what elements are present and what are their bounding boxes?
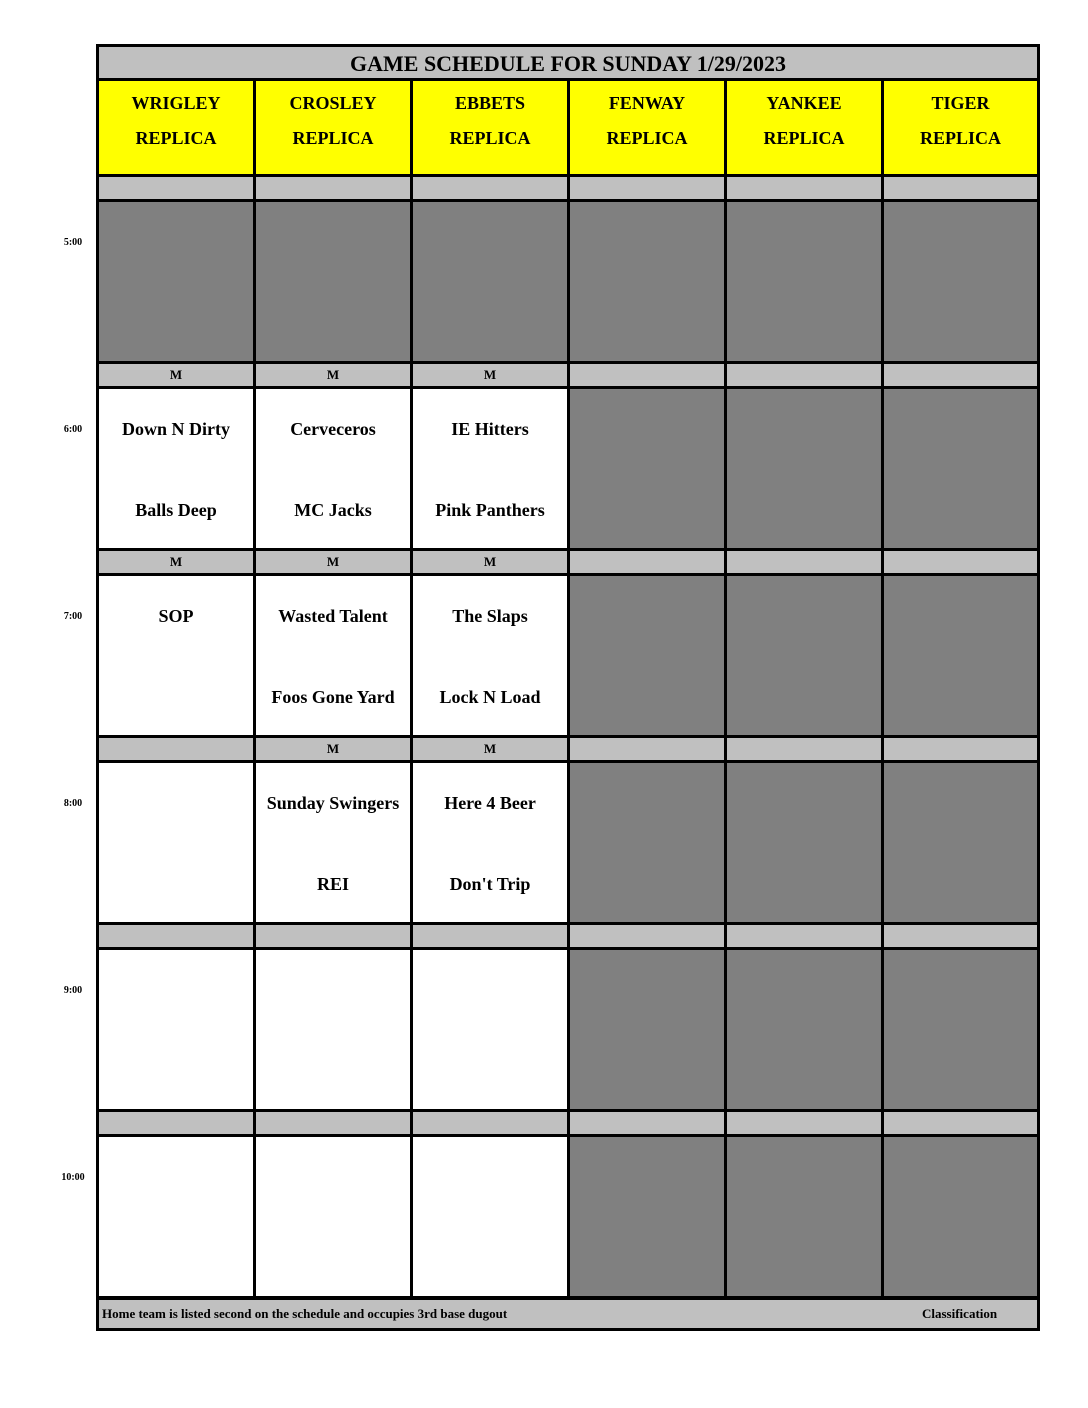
game-cell (256, 763, 413, 925)
class-separator-row (99, 364, 1037, 389)
field-name: TIGER (931, 93, 990, 113)
game-cell (570, 576, 727, 738)
time-label: 6:00 (63, 424, 83, 435)
classification-cell (570, 1112, 727, 1137)
classification-cell (570, 177, 727, 202)
classification-cell (884, 925, 1037, 950)
footer-note: Home team is listed second on the schedule and occupies 3rd base dugout (102, 1306, 508, 1321)
time-label: 9:00 (63, 985, 83, 996)
game-cell (570, 950, 727, 1112)
game-cell (570, 763, 727, 925)
field-header-wrigley (99, 81, 256, 177)
field-header-row (99, 81, 1037, 177)
game-cell (570, 389, 727, 551)
time-label: 5:00 (63, 237, 83, 248)
game-cell (413, 950, 570, 1112)
game-cell (884, 763, 1037, 925)
game-cell (256, 576, 413, 738)
game-cell (99, 763, 256, 925)
field-header-tiger (884, 81, 1037, 177)
game-cell (727, 202, 884, 364)
time-label: 7:00 (63, 611, 83, 622)
home-team: Lock N Load (439, 687, 541, 707)
time-label: 10:00 (61, 1172, 85, 1183)
home-team: REI (316, 874, 349, 894)
classification-cell: M (256, 551, 413, 576)
game-cell (884, 202, 1037, 364)
game-cell (256, 1137, 413, 1299)
away-team: The Slaps (452, 606, 528, 626)
home-team: Balls Deep (135, 500, 217, 520)
classification-cell (570, 925, 727, 950)
classification-cell: M (256, 364, 413, 389)
class-separator-row (99, 925, 1037, 950)
field-name: YANKEE (766, 93, 842, 113)
classification-cell (570, 364, 727, 389)
classification-cell (99, 1112, 256, 1137)
classification-cell (727, 177, 884, 202)
home-team: Pink Panthers (435, 500, 545, 520)
field-name: EBBETS (454, 93, 526, 113)
away-team: Wasted Talent (278, 606, 388, 626)
time-slot-row (99, 763, 1037, 925)
field-name: CROSLEY (289, 93, 377, 113)
classification-cell: M (413, 551, 570, 576)
footer-classification: Classification (922, 1306, 998, 1321)
time-slot-row (99, 1137, 1037, 1299)
classification-cell: M (99, 551, 256, 576)
classification-cell (884, 177, 1037, 202)
classification-cell (884, 551, 1037, 576)
time-slot-row (99, 950, 1037, 1112)
field-subtitle: REPLICA (606, 128, 688, 148)
game-cell (413, 576, 570, 738)
field-header-ebbets (413, 81, 570, 177)
classification-cell (570, 551, 727, 576)
field-subtitle: REPLICA (449, 128, 531, 148)
game-cell (727, 389, 884, 551)
home-team: Foos Gone Yard (271, 687, 395, 707)
classification-cell (727, 1112, 884, 1137)
classification-cell: M (413, 738, 570, 763)
game-cell (884, 1137, 1037, 1299)
classification-cell (570, 738, 727, 763)
game-cell (727, 576, 884, 738)
classification-cell (99, 177, 256, 202)
game-cell (570, 202, 727, 364)
field-header-fenway (570, 81, 727, 177)
classification-cell: M (256, 738, 413, 763)
classification-cell (727, 551, 884, 576)
away-team: SOP (158, 606, 194, 626)
game-cell (727, 950, 884, 1112)
game-cell (256, 202, 413, 364)
game-cell (256, 389, 413, 551)
game-cell (99, 202, 256, 364)
game-cell (99, 1137, 256, 1299)
time-slot-row (99, 202, 1037, 364)
classification-cell (413, 177, 570, 202)
time-slot-row (99, 389, 1037, 551)
game-cell (99, 576, 256, 738)
away-team: Sunday Swingers (266, 793, 400, 813)
game-cell (413, 1137, 570, 1299)
field-subtitle: REPLICA (135, 128, 217, 148)
classification-cell (727, 925, 884, 950)
classification-cell (413, 925, 570, 950)
game-cell (884, 950, 1037, 1112)
classification-cell: M (99, 364, 256, 389)
classification-cell (884, 364, 1037, 389)
game-cell (727, 1137, 884, 1299)
game-cell (570, 1137, 727, 1299)
home-team: Don't Trip (449, 874, 531, 894)
field-name: WRIGLEY (131, 93, 221, 113)
field-header-yankee (727, 81, 884, 177)
field-subtitle: REPLICA (292, 128, 374, 148)
field-subtitle: REPLICA (919, 128, 1001, 148)
game-cell (413, 763, 570, 925)
game-cell (256, 950, 413, 1112)
class-separator-row (99, 177, 1037, 202)
game-cell (413, 389, 570, 551)
classification-cell (99, 738, 256, 763)
classification-cell: M (413, 364, 570, 389)
game-cell (413, 202, 570, 364)
classification-cell (99, 925, 256, 950)
time-slot-row (99, 576, 1037, 738)
classification-cell (727, 738, 884, 763)
classification-cell (256, 177, 413, 202)
classification-cell (884, 738, 1037, 763)
field-name: FENWAY (608, 93, 686, 113)
game-cell (884, 389, 1037, 551)
home-team: MC Jacks (294, 500, 372, 520)
game-cell (99, 389, 256, 551)
footer-bar (99, 1300, 1037, 1328)
away-team: Cerveceros (290, 419, 376, 439)
classification-cell (727, 364, 884, 389)
game-cell (727, 763, 884, 925)
classification-cell (256, 1112, 413, 1137)
classification-cell (413, 1112, 570, 1137)
away-team: Here 4 Beer (444, 793, 536, 813)
class-separator-row (99, 1112, 1037, 1137)
schedule-title: GAME SCHEDULE FOR SUNDAY 1/29/2023 (99, 47, 1037, 81)
class-separator-row (99, 551, 1037, 576)
away-team: IE Hitters (451, 419, 529, 439)
time-label: 8:00 (63, 798, 83, 809)
away-team: Down N Dirty (122, 419, 230, 439)
game-cell (884, 576, 1037, 738)
classification-cell (884, 1112, 1037, 1137)
field-subtitle: REPLICA (763, 128, 845, 148)
field-header-crosley (256, 81, 413, 177)
classification-cell (256, 925, 413, 950)
game-cell (99, 950, 256, 1112)
class-separator-row (99, 738, 1037, 763)
schedule-table (96, 44, 1040, 1331)
